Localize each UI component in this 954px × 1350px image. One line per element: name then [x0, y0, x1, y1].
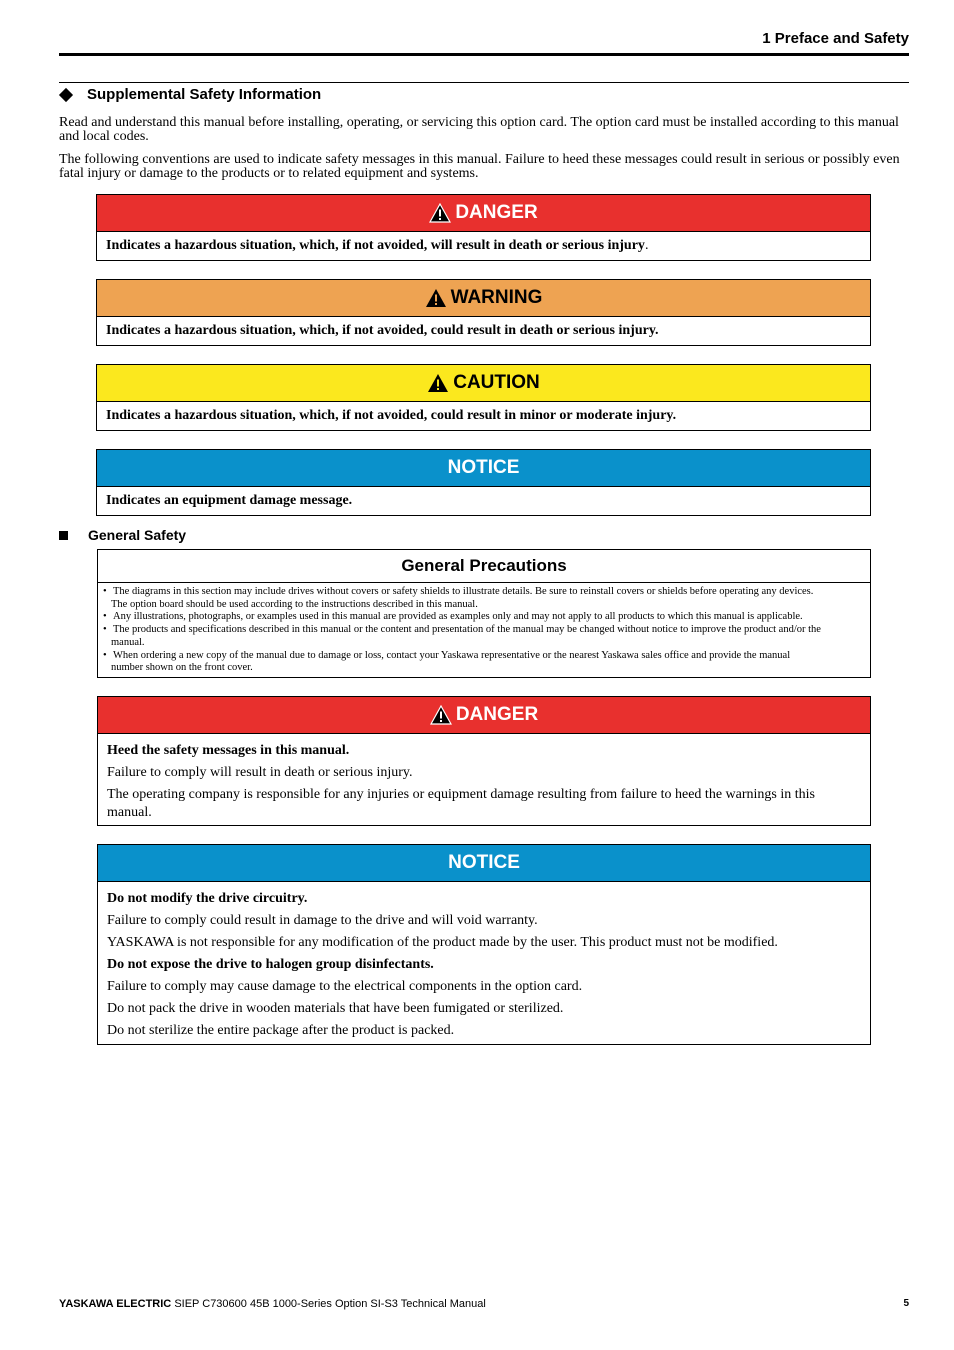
caution-description: Indicates a hazardous situation, which, if not avoided, could result in minor or moderate injury.: [106, 408, 677, 423]
notice-message-heading: Do not modify the drive circuitry.: [107, 891, 308, 906]
list-item: [102, 650, 866, 675]
notice-label: NOTICE: [447, 457, 520, 478]
warning-triangle-icon: [427, 373, 449, 393]
intro-paragraph-1: Read and understand this manual before installing, operating, or servicing this option card. The option card must be installed according to this manual and local codes.: [59, 115, 899, 144]
precaution-text-continued: manual.: [111, 636, 145, 648]
list-item: [102, 624, 866, 649]
danger-description-period: .: [644, 238, 649, 253]
caution-label: CAUTION: [453, 372, 540, 393]
warning-triangle-icon: [425, 288, 447, 308]
page-header: [59, 28, 909, 56]
caution-header: [97, 365, 870, 402]
notice-description: Indicates an equipment damage message.: [106, 493, 353, 508]
precaution-text: The diagrams in this section may include drives without covers or safety shields to illustrate details. Be sure to reinstall covers or shields before operating any devices.: [113, 586, 814, 597]
subsection-heading: [59, 527, 186, 543]
page-footer: [59, 1298, 909, 1310]
page-number: 5: [903, 1298, 909, 1309]
notice-message-line: Do not sterilize the entire package after the product is packed.: [107, 1023, 455, 1038]
notice-message-line: YASKAWA is not responsible for any modification of the product made by the user. This product must not be modified.: [107, 935, 778, 950]
section-heading: [59, 86, 321, 103]
danger-header: [97, 195, 870, 232]
danger-message-header: [98, 697, 870, 734]
notice-message-line: Failure to comply could result in damage to the drive and will void warranty.: [107, 913, 538, 928]
subsection-heading-text: General Safety: [88, 527, 187, 543]
notice-message-header: [98, 845, 870, 882]
section-divider: [59, 82, 909, 83]
notice-convention-body: [97, 487, 870, 516]
warning-triangle-icon: [429, 203, 451, 223]
footer-brand: YASKAWA ELECTRIC: [59, 1298, 172, 1310]
danger-message-line: The operating company is responsible for any injuries or equipment damage resulting from failure to heed the warnings in this manual.: [107, 787, 815, 820]
diamond-icon: [59, 87, 73, 101]
notice-message-body: [98, 882, 870, 1050]
list-item: [102, 611, 866, 624]
precaution-text-continued: number shown on the front cover.: [111, 662, 253, 674]
bullet-icon: •: [103, 611, 107, 623]
square-bullet-icon: [59, 531, 68, 540]
danger-message-body: [98, 734, 870, 832]
warning-triangle-icon: [430, 705, 452, 725]
bullet-icon: •: [103, 624, 107, 636]
danger-convention-body: [97, 232, 870, 261]
header-title: 1 Preface and Safety: [762, 30, 909, 47]
precaution-text-continued: The option board should be used according to the instructions described in this manual.: [111, 598, 478, 610]
warning-description: Indicates a hazardous situation, which, if not avoided, could result in death or serious injury.: [106, 323, 659, 338]
danger-message-heading: Heed the safety messages in this manual.: [107, 743, 350, 758]
footer-doc-title: [59, 1298, 486, 1310]
precaution-text: Any illustrations, photographs, or examples used in this manual are provided as examples only and may not apply to all products to which this manual is applicable.: [113, 611, 803, 623]
notice-message-box: [97, 844, 871, 1045]
danger-description: Indicates a hazardous situation, which, if not avoided, will result in death or serious injury: [106, 238, 645, 253]
notice-header: [97, 450, 870, 487]
bullet-icon: •: [103, 586, 107, 597]
danger-message-line: Failure to comply will result in death or serious injury.: [107, 765, 413, 780]
caution-convention-body: [97, 402, 870, 431]
danger-message-box: [97, 696, 871, 826]
warning-header: [97, 280, 870, 317]
list-item: [102, 586, 866, 611]
notice-message-line: Failure to comply may cause damage to the electrical components in the option card.: [107, 979, 583, 994]
footer-doc: SIEP C730600 45B 1000-Series Option SI-S3 Technical Manual: [171, 1298, 486, 1310]
general-precautions-box: [97, 549, 871, 678]
notice-message-label: NOTICE: [448, 852, 520, 873]
general-precautions-title: General Precautions: [98, 550, 870, 583]
warning-convention-box: [96, 279, 871, 346]
notice-message-line: Do not pack the drive in wooden materials that have been fumigated or sterilized.: [107, 1001, 564, 1016]
danger-label: DANGER: [455, 202, 538, 223]
precaution-text: When ordering a new copy of the manual due to damage or loss, contact your Yaskawa representative or the nearest Yaskawa sales office and provide the manual: [113, 649, 791, 661]
notice-convention-box: [96, 449, 871, 516]
danger-message-label: DANGER: [455, 704, 539, 725]
warning-label: WARNING: [450, 287, 543, 308]
precaution-text: The products and specifications described in this manual or the content and presentation of the manual may be changed without notice to improve the product and/or the: [113, 624, 821, 636]
notice-message-heading: Do not expose the drive to halogen group disinfectants.: [107, 957, 434, 972]
intro-paragraph-2: The following conventions are used to indicate safety messages in this manual. Failure to heed these messages could result in serious or possibly even fatal injury or damage to the products or to related equipment and systems.: [59, 152, 900, 181]
section-heading-text: Supplemental Safety Information: [87, 86, 322, 103]
warning-convention-body: [97, 317, 870, 346]
danger-convention-box: [96, 194, 871, 261]
precautions-list: [98, 583, 870, 677]
caution-convention-box: [96, 364, 871, 431]
bullet-icon: •: [103, 649, 107, 661]
